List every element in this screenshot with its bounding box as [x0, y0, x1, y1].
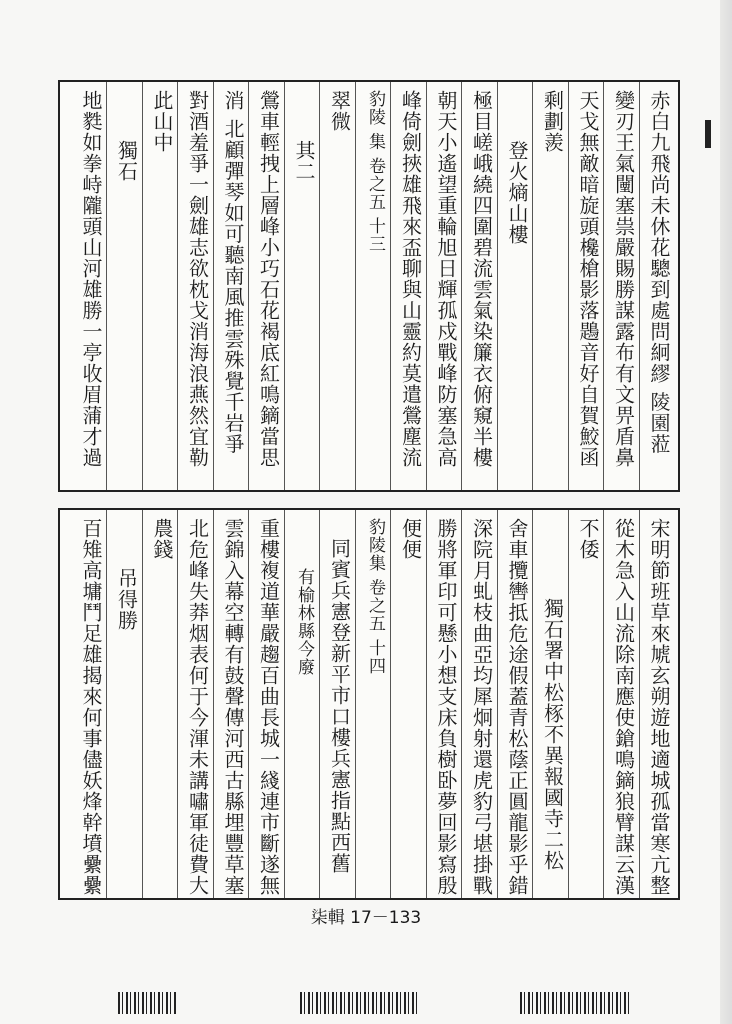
- column-rule: [497, 510, 498, 898]
- barcode-left: [118, 992, 178, 1014]
- column-rule: [248, 510, 249, 898]
- text-column: 不倭: [576, 518, 600, 560]
- column-rule: [461, 510, 462, 898]
- page-number-label: 柒輯 17－133: [310, 908, 422, 928]
- column-rule: [142, 510, 143, 898]
- text-column: 登火熵山樓: [505, 140, 529, 245]
- barcode-right: [520, 992, 630, 1014]
- text-column: 翠微: [327, 90, 352, 132]
- column-rule: [390, 82, 391, 490]
- column-rule: [177, 510, 178, 898]
- text-column: 其二: [292, 140, 316, 182]
- page-edge: [720, 0, 732, 1024]
- text-column: 舍車攬轡抵危途假蓋青松蔭正圓龍影乎錯: [505, 518, 529, 896]
- column-rule: [639, 82, 640, 490]
- top-page-panel: [58, 80, 680, 492]
- text-column: 有榆林縣今廢: [294, 568, 314, 676]
- text-column: 峰倚劍挾雄飛來盃聊與山靈約莫遣鶯塵流: [398, 90, 423, 468]
- column-rule: [355, 510, 356, 898]
- column-rule: [319, 510, 320, 898]
- column-rule: [603, 510, 604, 898]
- text-column: 赤白九飛尚未休花驄到處問絅繆 陵園蒞: [647, 90, 671, 455]
- text-column: 北危峰失莽烟表何于今渾未講嘯軍徒費大: [185, 518, 210, 896]
- text-column: 地㽔如拳峙隴頭山河雄勝一亭收眉蒲才過: [79, 90, 103, 468]
- column-rule: [319, 82, 320, 490]
- text-column: 農錢: [150, 518, 174, 560]
- column-rule: [532, 510, 533, 898]
- text-column: 變刃王氣闉塞祟嚴賜勝謀露布有文畀盾鼻: [611, 90, 636, 468]
- text-column: 剩劃羨: [540, 90, 565, 153]
- text-column: 重樓複道華嚴趨百曲長城一綫連市斷遂無: [256, 518, 281, 896]
- column-rule: [426, 82, 427, 490]
- column-rule: [284, 510, 285, 898]
- text-column: 從木急入山流除南應使鎗鳴鏑狼臂謀云漢: [611, 518, 636, 896]
- column-rule: [142, 82, 143, 490]
- text-column: 雲錦入幕空轉有鼓聲傳河西古縣埋豐草塞: [221, 518, 245, 896]
- column-rule: [532, 82, 533, 490]
- text-column: 勝將軍印可懸小想支床負樹卧夢回影寫殷: [434, 518, 458, 896]
- text-column: 對酒羞爭一劍雄志欲枕戈消海浪燕然宜勒: [185, 90, 210, 468]
- column-rule: [497, 82, 498, 490]
- text-column: 深院月虬枝曲亞均犀炯射還虎豹弓堪掛戰: [469, 518, 494, 896]
- text-column: 豹陵 集 卷之五 十三: [365, 90, 385, 254]
- column-rule: [106, 82, 107, 490]
- column-rule: [284, 82, 285, 490]
- scan-mark: [705, 120, 711, 148]
- text-column: 極目嵯峨繞四圍碧流雲氣染簾衣俯窺半樓: [469, 90, 494, 468]
- column-rule: [461, 82, 462, 490]
- column-rule: [213, 510, 214, 898]
- column-rule: [106, 510, 107, 898]
- text-column: 同賓兵憲登新平市口樓兵憲指點西舊: [327, 538, 352, 874]
- text-column: 便便: [398, 518, 423, 560]
- text-column: 百雉高墉鬥足雄揭來何事儘妖烽幹墳纍纍: [79, 518, 103, 896]
- column-rule: [568, 82, 569, 490]
- column-rule: [603, 82, 604, 490]
- text-column: 獨石署中松㭬不異報國寺二松: [540, 598, 565, 871]
- column-rule: [248, 82, 249, 490]
- text-column: 宋明節班草來虓玄朔遊地適城孤當寒亢整: [647, 518, 671, 896]
- column-rule: [639, 510, 640, 898]
- bottom-page-panel: [58, 508, 680, 900]
- column-rule: [568, 510, 569, 898]
- column-rule: [213, 82, 214, 490]
- text-column: 鶯車輕拽上層峰小巧石花褐底紅鳴鏑當思: [256, 90, 281, 468]
- text-column: 天戈無敵暗旋頭欃槍影落鶗音好自賀鮫函: [576, 90, 600, 468]
- text-column: 消 北顧彈琴如可聽南風推雲殊覺千岩爭: [221, 90, 245, 455]
- column-rule: [390, 510, 391, 898]
- text-column: 朝天小遙望重輪旭日輝孤戍戰峰防塞急高: [434, 90, 458, 468]
- column-rule: [426, 510, 427, 898]
- text-column: 豹陵集 卷之五 十四: [365, 518, 385, 675]
- column-rule: [177, 82, 178, 490]
- text-column: 獨石: [114, 140, 139, 182]
- text-column: 吊得勝: [114, 568, 139, 631]
- column-rule: [355, 82, 356, 490]
- text-column: 此山中: [150, 90, 174, 153]
- barcode-center: [300, 992, 420, 1014]
